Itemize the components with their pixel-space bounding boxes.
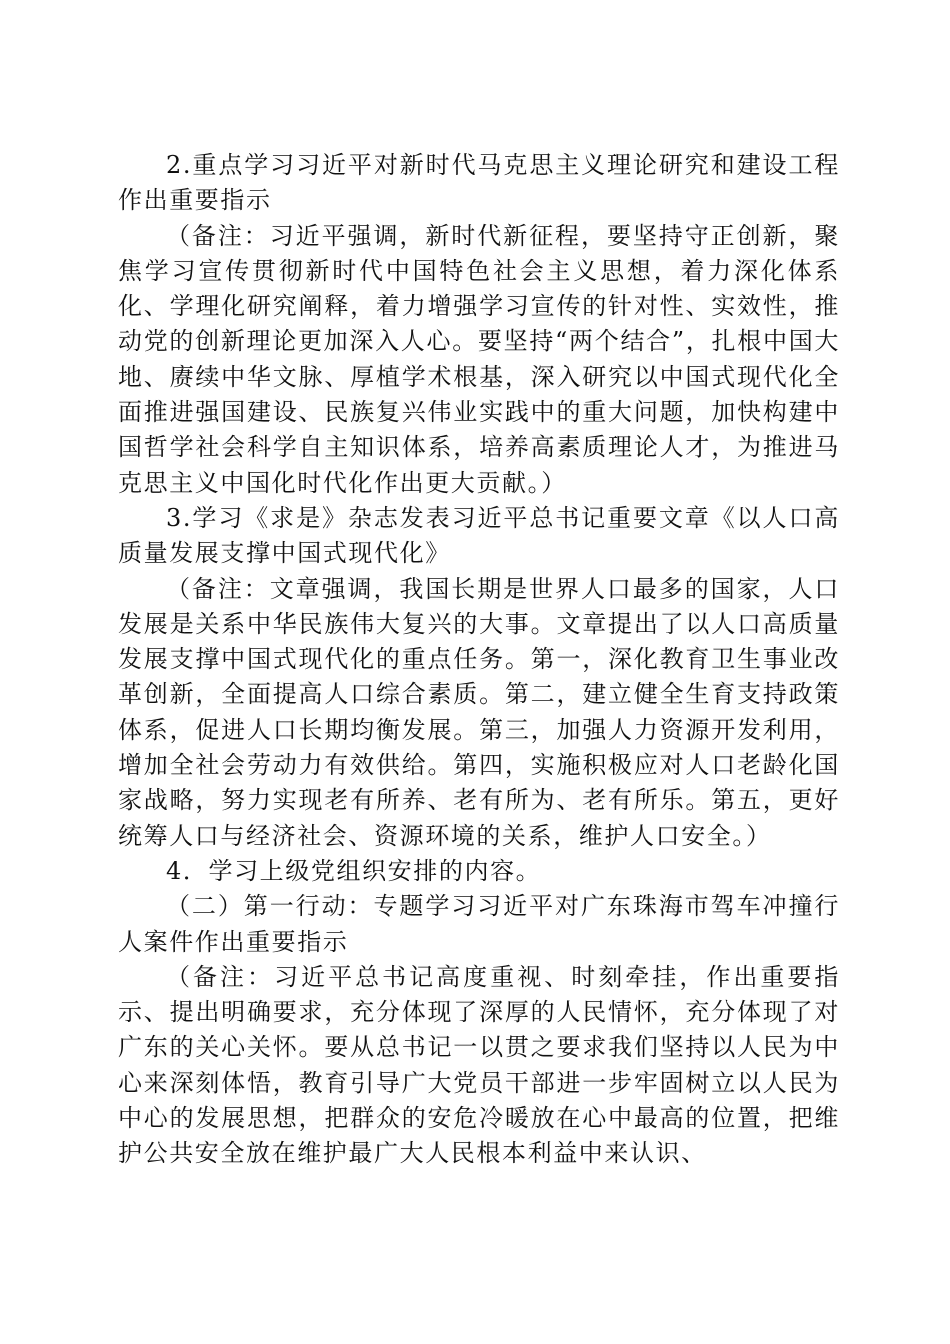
item-3-heading: 3.学习《求是》杂志发表习近平总书记重要文章《以人口高质量发展支撑中国式现代化》 <box>118 503 840 568</box>
item-2-heading: 2.重点学习习近平对新时代马克思主义理论研究和建设工程作出重要指示 <box>118 151 840 215</box>
document-body <box>118 148 840 1172</box>
item-2-note: （备注：习近平强调，新时代新征程，要坚持守正创新，聚焦学习宣传贯彻新时代中国特色社会主义思想，着力深化体系化、学理化研究阐释，着力增强学习宣传的针对性、实效性，推动党的创新理论更加深入人心。要坚持“两个结合”，扎根中国大地、赓续中华文脉、厚植学术根基，深入研究以中国式现代化全面推进强国建设、民族复兴伟业实践中的重大问题，加快构建中国哲学社会科学自主知识体系，培养高素质理论人才，为推进马克思主义中国化时代化作出更大贡献。） <box>118 221 840 497</box>
section-2-heading: （二）第一行动：专题学习习近平对广东珠海市驾车冲撞行人案件作出重要指示 <box>118 892 840 956</box>
section-2-note: （备注：习近平总书记高度重视、时刻牵挂，作出重要指示、提出明确要求，充分体现了深厚的人民情怀，充分体现了对广东的关心关怀。要从总书记一以贯之要求我们坚持以人民为中心来深刻体悟，教育引导广大党员干部进一步牢固树立以人民为中心的发展思想，把群众的安危冷暖放在心中最高的位置，把维护公共安全放在维护最广大人民根本利益中来认识、 <box>118 962 840 1168</box>
item-4-heading: 4．学习上级党组织安排的内容。 <box>166 856 542 885</box>
item-3-note: （备注：文章强调，我国长期是世界人口最多的国家，人口发展是关系中华民族伟大复兴的大事。文章提出了以人口高质量发展支撑中国式现代化的重点任务。第一，深化教育卫生事业改革创新，全面提高人口综合素质。第二，建立健全生育支持政策体系，促进人口长期均衡发展。第三，加强人力资源开发利用，增加全社会劳动力有效供给。第四，实施积极应对人口老龄化国家战略，努力实现老有所养、老有所为、老有所乐。第五，更好统筹人口与经济社会、资源环境的关系，维护人口安全。） <box>118 574 840 850</box>
